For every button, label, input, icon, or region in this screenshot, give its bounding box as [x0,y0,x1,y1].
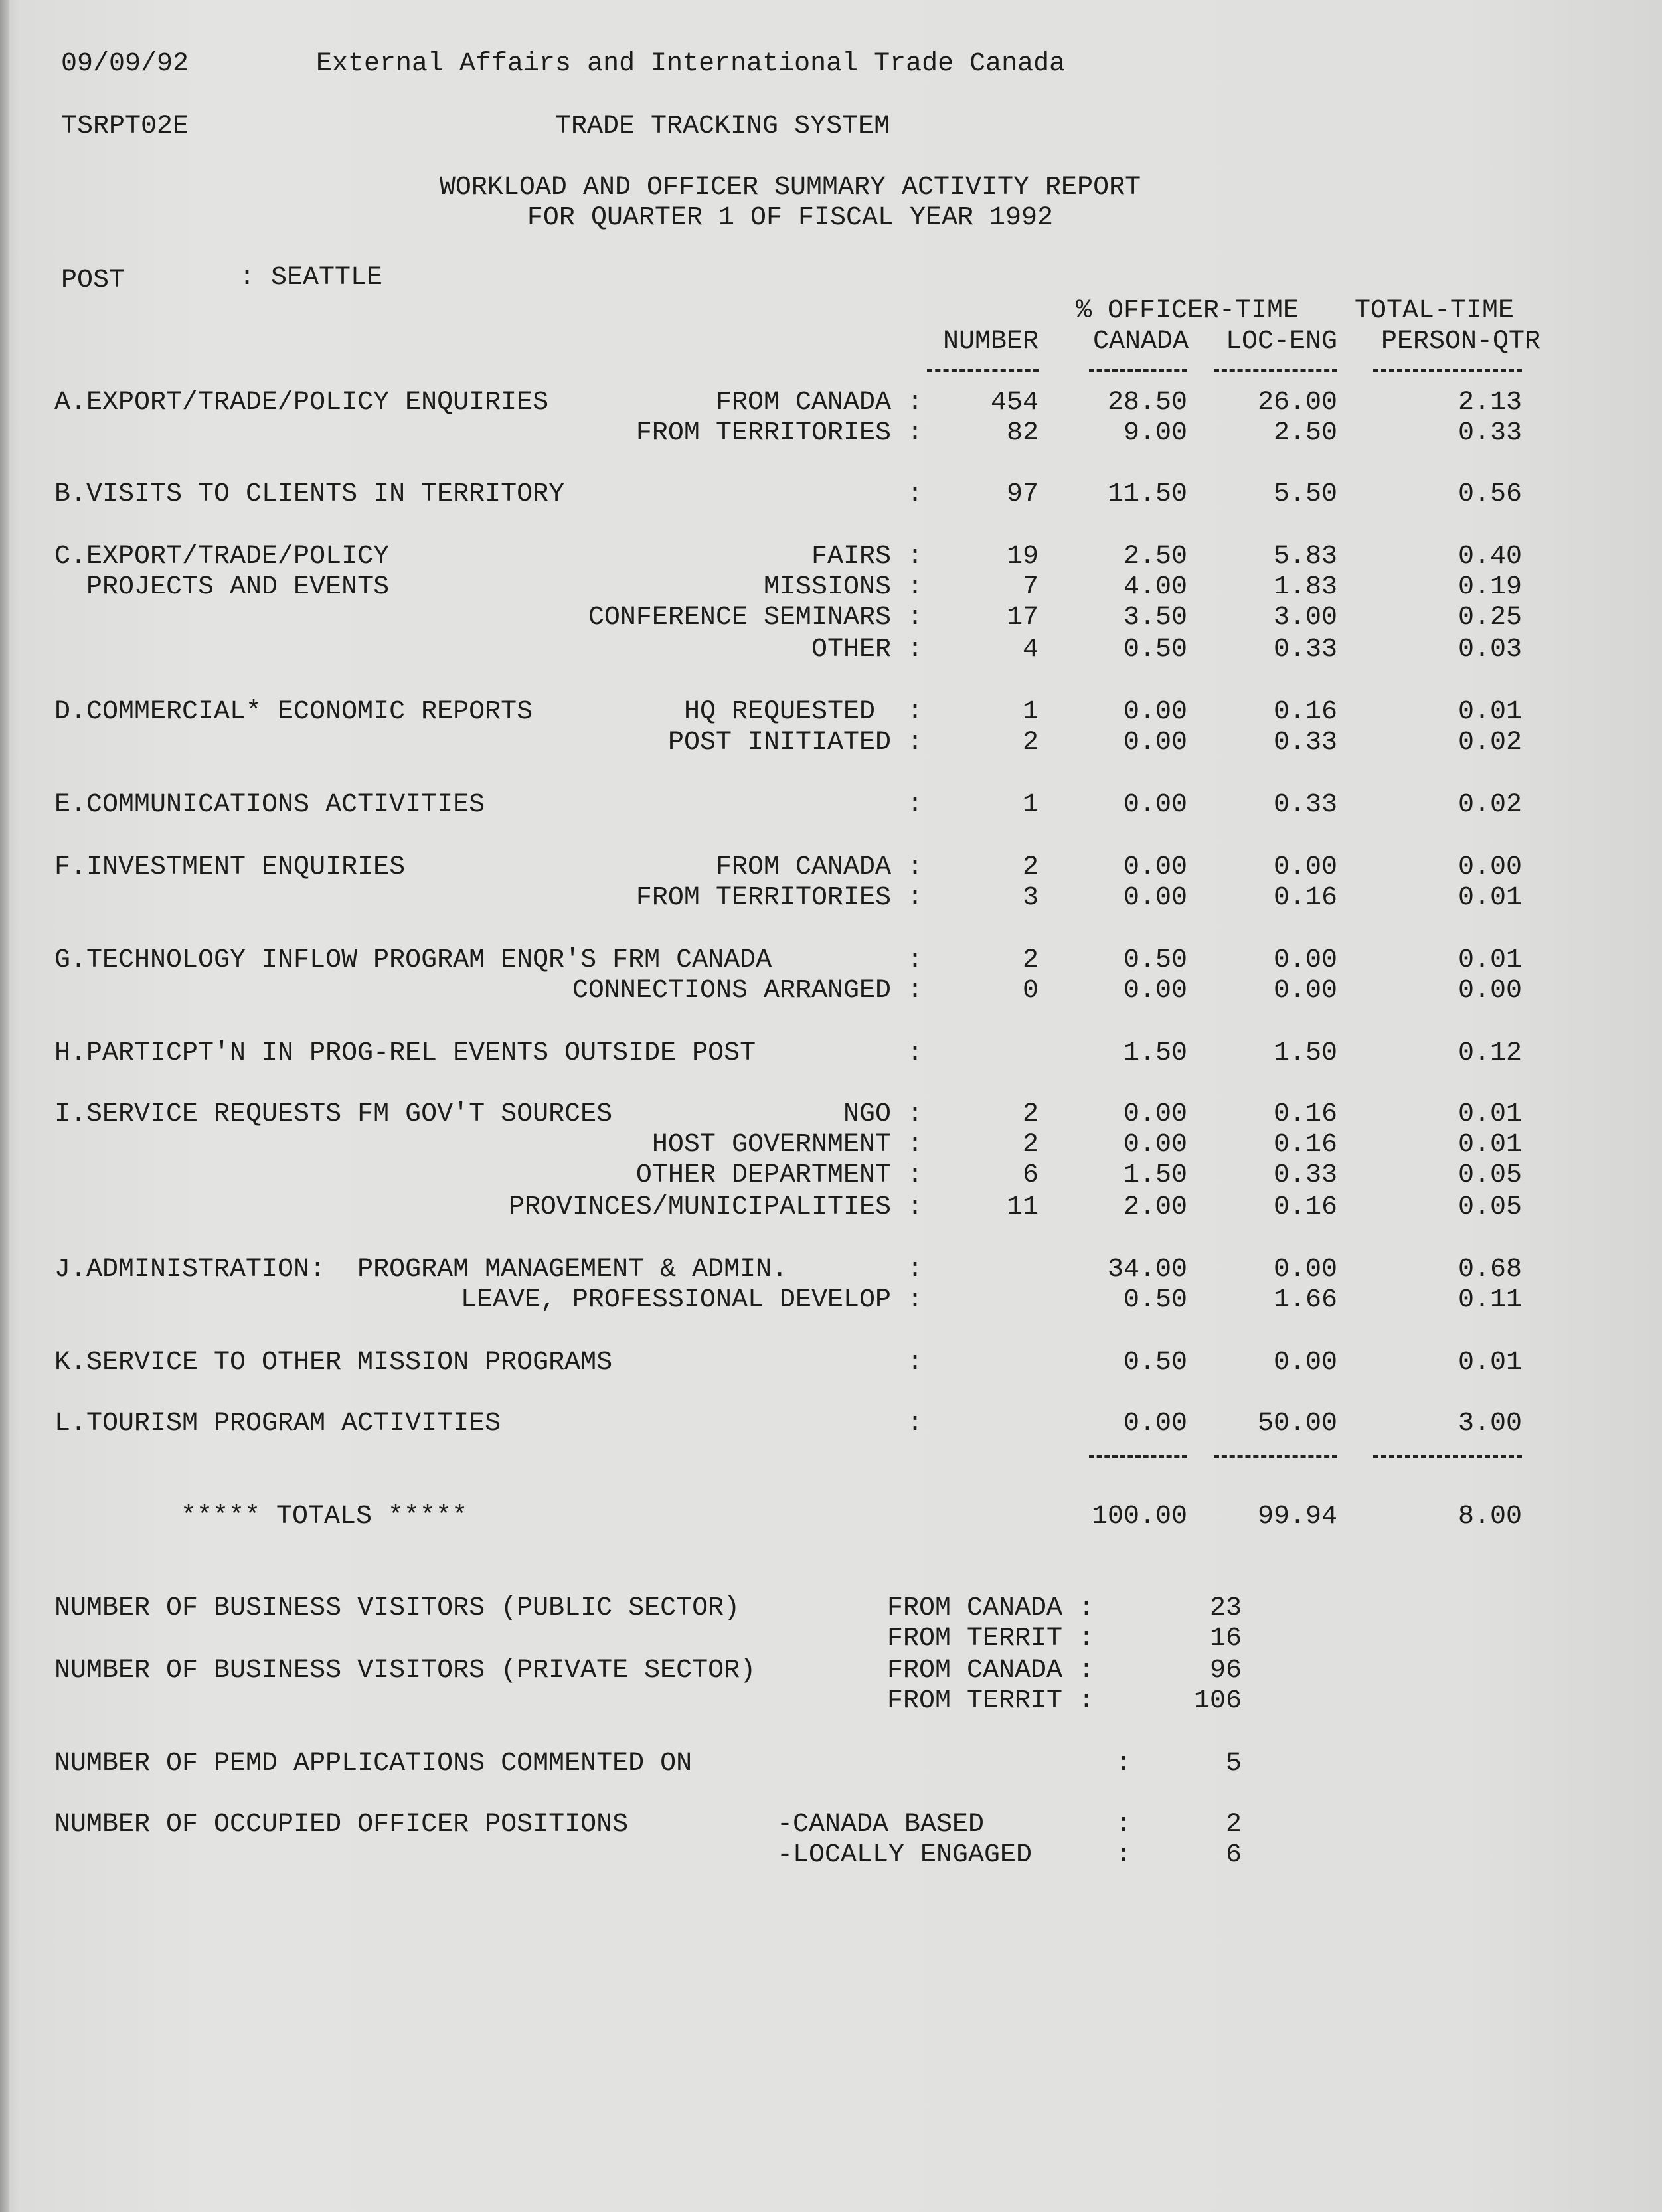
row-canada: 0.50 [1123,635,1187,665]
row-canada: 0.00 [1123,697,1187,727]
totals-person-qtr: 8.00 [1457,1502,1522,1532]
row-label: A.EXPORT/TRADE/POLICY ENQUIRIES [54,388,549,418]
row-person-qtr: 0.19 [1457,572,1522,602]
canada-header: CANADA [1092,327,1189,356]
pemd-colon: : [1116,1749,1132,1778]
row-label: E.COMMUNICATIONS ACTIVITIES [54,790,485,820]
person-qtr-total-underline [1373,1455,1522,1458]
row-canada: 1.50 [1123,1038,1187,1068]
row-person-qtr: 0.11 [1457,1285,1522,1315]
public-visitors-label: NUMBER OF BUSINESS VISITORS (PUBLIC SECTOR) [54,1593,740,1623]
row-person-qtr: 0.40 [1457,542,1522,572]
row-canada: 0.00 [1123,976,1187,1006]
locally-engaged-value: 6 [1225,1840,1242,1870]
locally-engaged-colon: : [1116,1840,1132,1870]
row-person-qtr: 0.05 [1457,1192,1522,1222]
row-canada: 11.50 [1107,479,1187,509]
row-sublabel: FROM CANADA : [715,388,923,418]
row-sublabel: : [906,1255,923,1285]
row-label: F.INVESTMENT ENQUIRIES [54,852,406,882]
row-canada: 0.00 [1123,1409,1187,1439]
row-number: 7 [1022,572,1039,602]
row-loc-eng: 0.00 [1273,976,1337,1006]
loc-eng-total-underline [1214,1455,1337,1458]
report-date: 09/09/92 [61,49,189,79]
row-loc-eng: 0.16 [1273,1192,1337,1222]
row-number: 11 [1006,1192,1039,1222]
row-person-qtr: 0.05 [1457,1160,1522,1190]
row-canada: 0.00 [1123,883,1187,913]
row-loc-eng: 0.00 [1273,1255,1337,1285]
row-number: 1 [1022,697,1039,727]
row-canada: 0.50 [1123,1348,1187,1378]
row-person-qtr: 0.03 [1457,635,1522,665]
report-title: WORKLOAD AND OFFICER SUMMARY ACTIVITY REPORT [439,173,1141,202]
canada-based-value: 2 [1225,1810,1242,1840]
row-sublabel: CONNECTIONS ARRANGED : [572,976,923,1006]
row-canada: 0.00 [1123,852,1187,882]
row-loc-eng: 0.16 [1273,697,1337,727]
number-underline [927,369,1039,372]
row-person-qtr: 0.33 [1457,418,1522,448]
row-person-qtr: 0.56 [1457,479,1522,509]
row-sublabel: POST INITIATED : [667,728,923,757]
row-loc-eng: 0.16 [1273,1130,1337,1160]
row-number: 3 [1022,883,1039,913]
positions-label: NUMBER OF OCCUPIED OFFICER POSITIONS [54,1810,629,1840]
canada-underline [1089,369,1187,372]
row-loc-eng: 0.00 [1273,945,1337,975]
row-sublabel: LEAVE, PROFESSIONAL DEVELOP : [460,1285,923,1315]
row-label: D.COMMERCIAL* ECONOMIC REPORTS [54,697,533,727]
row-sublabel: HQ REQUESTED : [683,697,923,727]
person-qtr-underline [1373,369,1522,372]
row-person-qtr: 0.01 [1457,697,1522,727]
row-loc-eng: 0.16 [1273,883,1337,913]
row-number: 2 [1022,728,1039,757]
row-loc-eng: 26.00 [1257,388,1337,418]
row-label: K.SERVICE TO OTHER MISSION PROGRAMS [54,1348,613,1378]
row-person-qtr: 2.13 [1457,388,1522,418]
row-person-qtr: 0.00 [1457,852,1522,882]
row-number: 454 [990,388,1039,418]
row-loc-eng: 0.33 [1273,790,1337,820]
row-number: 0 [1022,976,1039,1006]
row-canada: 1.50 [1123,1160,1187,1190]
row-number: 2 [1022,1099,1039,1129]
row-number: 17 [1006,603,1039,633]
row-canada: 0.00 [1123,790,1187,820]
row-person-qtr: 0.25 [1457,603,1522,633]
totals-label: ***** TOTALS ***** [181,1502,468,1532]
row-sublabel: MISSIONS : [763,572,923,602]
row-loc-eng: 0.16 [1273,1099,1337,1129]
private-from-territ-label: FROM TERRIT : [887,1686,1095,1716]
row-loc-eng: 0.00 [1273,852,1337,882]
row-sublabel: : [906,790,923,820]
public-from-canada-value: 23 [1209,1593,1242,1623]
row-canada: 2.00 [1123,1192,1187,1222]
row-label: B.VISITS TO CLIENTS IN TERRITORY [54,479,565,509]
organization-name: External Affairs and International Trade Canada [316,49,1066,79]
row-number: 1 [1022,790,1039,820]
canada-based-colon: : [1116,1810,1132,1840]
row-sublabel: OTHER DEPARTMENT : [635,1160,923,1190]
row-person-qtr: 0.02 [1457,790,1522,820]
row-sublabel: FROM TERRITORIES : [635,883,923,913]
row-sublabel: : [906,945,923,975]
row-label: PROJECTS AND EVENTS [54,572,390,602]
pemd-label: NUMBER OF PEMD APPLICATIONS COMMENTED ON [54,1749,693,1778]
row-canada: 0.50 [1123,945,1187,975]
canada-total-underline [1089,1455,1187,1458]
loc-eng-underline [1214,369,1337,372]
row-canada: 0.00 [1123,1130,1187,1160]
row-label: L.TOURISM PROGRAM ACTIVITIES [54,1409,501,1439]
row-loc-eng: 5.83 [1273,542,1337,572]
row-person-qtr: 0.01 [1457,1348,1522,1378]
pemd-value: 5 [1225,1749,1242,1778]
row-canada: 3.50 [1123,603,1187,633]
row-number: 82 [1006,418,1039,448]
row-number: 4 [1022,635,1039,665]
row-sublabel: : [906,1348,923,1378]
row-loc-eng: 1.50 [1273,1038,1337,1068]
row-canada: 4.00 [1123,572,1187,602]
row-sublabel: : [906,479,923,509]
row-loc-eng: 2.50 [1273,418,1337,448]
totals-canada: 100.00 [1091,1502,1187,1532]
post-value: : SEATTLE [239,263,383,293]
private-from-canada-value: 96 [1209,1656,1242,1686]
row-loc-eng: 1.83 [1273,572,1337,602]
private-visitors-label: NUMBER OF BUSINESS VISITORS (PRIVATE SECTOR) [54,1656,756,1686]
row-sublabel: FROM TERRITORIES : [635,418,923,448]
row-person-qtr: 0.12 [1457,1038,1522,1068]
report-id: TSRPT02E [61,112,189,141]
row-sublabel: PROVINCES/MUNICIPALITIES : [508,1192,923,1222]
row-person-qtr: 0.00 [1457,976,1522,1006]
post-label: POST [61,266,125,295]
report-subtitle: FOR QUARTER 1 OF FISCAL YEAR 1992 [527,203,1054,233]
row-sublabel: FAIRS : [811,542,923,572]
row-sublabel: : [906,1409,923,1439]
private-from-canada-label: FROM CANADA : [887,1656,1095,1686]
public-from-territ-value: 16 [1209,1624,1242,1654]
public-from-canada-label: FROM CANADA : [887,1593,1095,1623]
person-qtr-header: PERSON-QTR [1380,327,1540,356]
number-header: NUMBER [942,327,1039,356]
row-label: C.EXPORT/TRADE/POLICY [54,542,390,572]
row-sublabel: FROM CANADA : [715,852,923,882]
row-sublabel: NGO : [843,1099,923,1129]
private-from-territ-value: 106 [1193,1686,1242,1716]
row-loc-eng: 0.00 [1273,1348,1337,1378]
row-loc-eng: 50.00 [1257,1409,1337,1439]
row-number: 2 [1022,1130,1039,1160]
officer-time-header: % OFFICER-TIME [1076,296,1299,326]
row-person-qtr: 0.01 [1457,1099,1522,1129]
row-person-qtr: 0.02 [1457,728,1522,757]
row-label: J.ADMINISTRATION: PROGRAM MANAGEMENT & ADMIN. [54,1255,788,1285]
row-canada: 0.00 [1123,1099,1187,1129]
row-label: G.TECHNOLOGY INFLOW PROGRAM ENQR'S FRM CANADA [54,945,772,975]
locally-engaged-label: -LOCALLY ENGAGED [777,1840,1033,1870]
canada-based-label: -CANADA BASED [777,1810,985,1840]
row-number: 97 [1006,479,1039,509]
row-person-qtr: 3.00 [1457,1409,1522,1439]
row-number: 6 [1022,1160,1039,1190]
row-loc-eng: 0.33 [1273,728,1337,757]
row-canada: 0.50 [1123,1285,1187,1315]
row-canada: 28.50 [1107,388,1187,418]
loc-eng-header: LOC-ENG [1225,327,1337,356]
row-loc-eng: 5.50 [1273,479,1337,509]
row-canada: 2.50 [1123,542,1187,572]
row-number: 2 [1022,852,1039,882]
row-sublabel: CONFERENCE SEMINARS : [588,603,923,633]
system-name: TRADE TRACKING SYSTEM [555,112,890,141]
row-sublabel: HOST GOVERNMENT : [651,1130,923,1160]
row-sublabel: OTHER : [811,635,923,665]
row-canada: 34.00 [1107,1255,1187,1285]
row-person-qtr: 0.68 [1457,1255,1522,1285]
row-person-qtr: 0.01 [1457,945,1522,975]
row-person-qtr: 0.01 [1457,1130,1522,1160]
public-from-territ-label: FROM TERRIT : [887,1624,1095,1654]
totals-loc-eng: 99.94 [1257,1502,1337,1532]
row-person-qtr: 0.01 [1457,883,1522,913]
row-loc-eng: 0.33 [1273,1160,1337,1190]
row-canada: 9.00 [1123,418,1187,448]
row-label: H.PARTICPT'N IN PROG-REL EVENTS OUTSIDE POST [54,1038,756,1068]
row-loc-eng: 1.66 [1273,1285,1337,1315]
row-loc-eng: 0.33 [1273,635,1337,665]
row-canada: 0.00 [1123,728,1187,757]
row-label: I.SERVICE REQUESTS FM GOV'T SOURCES [54,1099,613,1129]
row-number: 19 [1006,542,1039,572]
row-number: 2 [1022,945,1039,975]
row-sublabel: : [906,1038,923,1068]
row-loc-eng: 3.00 [1273,603,1337,633]
total-time-header: TOTAL-TIME [1355,296,1515,326]
